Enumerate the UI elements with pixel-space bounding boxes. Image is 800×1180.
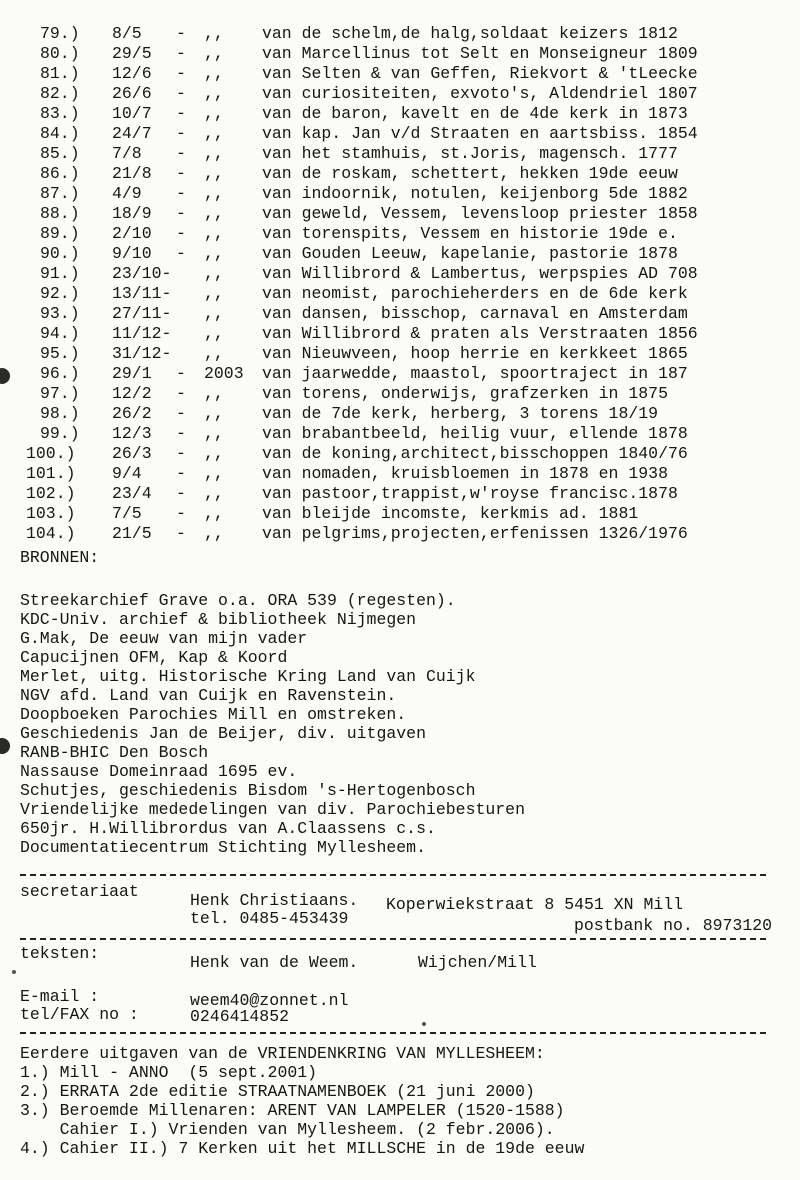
- entry-number: 97.): [40, 384, 80, 403]
- entry-ditto: ,,: [204, 124, 224, 143]
- entry-ditto: 2003: [204, 364, 244, 383]
- entry-text: van bleijde incomste, kerkmis ad. 1881: [262, 504, 639, 523]
- divider: [20, 1032, 766, 1034]
- entry-number: 91.): [40, 264, 80, 283]
- entry-date: 4/9: [112, 184, 142, 203]
- entry-date: 26/2: [112, 404, 152, 423]
- list-item: 3.) Beroemde Millenaren: ARENT VAN LAMPELER (1520-1588): [20, 1101, 565, 1120]
- entry-date: 29/5: [112, 44, 152, 63]
- entry-date: 12/3: [112, 424, 152, 443]
- entry-dash: -: [176, 384, 186, 403]
- source-item: Geschiedenis Jan de Beijer, div. uitgaven: [20, 724, 426, 743]
- entry-date: 13/11-: [112, 284, 172, 303]
- entry-ditto: ,,: [204, 404, 224, 423]
- entry-date: 31/12-: [112, 344, 172, 363]
- entry-number: 95.): [40, 344, 80, 363]
- entry-text: van torens, onderwijs, grafzerken in 1875: [262, 384, 668, 403]
- entry-number: 80.): [40, 44, 80, 63]
- source-item: Streekarchief Grave o.a. ORA 539 (regesten).: [20, 591, 456, 610]
- source-item: Documentatiecentrum Stichting Myllesheem.: [20, 838, 426, 857]
- entry-date: 12/2: [112, 384, 152, 403]
- entry-text: van de schelm,de halg,soldaat keizers 1812: [262, 24, 678, 43]
- list-item: Cahier I.) Vrienden van Myllesheem. (2 febr.2006).: [20, 1120, 555, 1139]
- entry-number: 86.): [40, 164, 80, 183]
- entry-text: van indoornik, notulen, keijenborg 5de 1882: [262, 184, 688, 203]
- entry-dash: -: [176, 104, 186, 123]
- secretariat-label: secretariaat: [20, 882, 139, 901]
- previous-heading: Eerdere uitgaven van de VRIENDENKRING VAN MYLLESHEEM:: [20, 1044, 545, 1063]
- source-item: 650jr. H.Willibrordus van A.Claassens c.s.: [20, 819, 436, 838]
- entry-date: 9/4: [112, 464, 142, 483]
- source-item: NGV afd. Land van Cuijk en Ravenstein.: [20, 686, 397, 705]
- entry-number: 99.): [40, 424, 80, 443]
- entry-dash: -: [176, 484, 186, 503]
- entry-date: 18/9: [112, 204, 152, 223]
- entry-text: van de 7de kerk, herberg, 3 torens 18/19: [262, 404, 659, 423]
- entry-ditto: ,,: [204, 324, 224, 343]
- entry-ditto: ,,: [204, 264, 224, 283]
- entry-ditto: ,,: [204, 344, 224, 363]
- entry-number: 83.): [40, 104, 80, 123]
- entry-date: 8/5: [112, 24, 142, 43]
- entry-ditto: ,,: [204, 244, 224, 263]
- email-value[interactable]: weem40@zonnet.nl: [190, 991, 349, 1010]
- entry-ditto: ,,: [204, 284, 224, 303]
- entry-number: 88.): [40, 204, 80, 223]
- divider: [20, 938, 766, 940]
- entry-ditto: ,,: [204, 24, 224, 43]
- source-item: Vriendelijke mededelingen van div. Parochiebesturen: [20, 800, 525, 819]
- entry-number: 98.): [40, 404, 80, 423]
- entry-ditto: ,,: [204, 304, 224, 323]
- entry-ditto: ,,: [204, 204, 224, 223]
- entry-ditto: ,,: [204, 484, 224, 503]
- entry-text: van neomist, parochieherders en de 6de kerk: [262, 284, 688, 303]
- fax-label: tel/FAX no :: [20, 1005, 139, 1024]
- entry-ditto: ,,: [204, 104, 224, 123]
- entry-text: van geweld, Vessem, levensloop priester 1858: [262, 204, 698, 223]
- source-item: RANB-BHIC Den Bosch: [20, 743, 209, 762]
- texts-label: teksten:: [20, 944, 100, 963]
- secretariat-phone: tel. 0485-453439: [190, 909, 349, 928]
- entry-dash: -: [176, 444, 186, 463]
- entry-dash: -: [176, 424, 186, 443]
- entry-date: 12/6: [112, 64, 152, 83]
- entry-number: 87.): [40, 184, 80, 203]
- entry-text: van nomaden, kruisbloemen in 1878 en 1938: [262, 464, 668, 483]
- entry-date: 23/4: [112, 484, 152, 503]
- secretariat-name: Henk Christiaans.: [190, 891, 359, 910]
- entry-ditto: ,,: [204, 164, 224, 183]
- entry-dash: -: [176, 364, 186, 383]
- entry-dash: -: [176, 244, 186, 263]
- entry-text: van curiositeiten, exvoto's, Aldendriel 1807: [262, 84, 698, 103]
- divider: [20, 874, 766, 876]
- entry-text: van de koning,architect,bisschoppen 1840/76: [262, 444, 688, 463]
- entry-date: 21/5: [112, 524, 152, 543]
- source-item: Nassause Domeinraad 1695 ev.: [20, 762, 298, 781]
- texts-place: Wijchen/Mill: [418, 953, 537, 972]
- speck-mark: [422, 1022, 426, 1026]
- entry-text: van de roskam, schettert, hekken 19de eeuw: [262, 164, 678, 183]
- entry-number: 84.): [40, 124, 80, 143]
- entry-ditto: ,,: [204, 64, 224, 83]
- entry-text: van brabantbeeld, heilig vuur, ellende 1878: [262, 424, 688, 443]
- entry-text: van Willibrord & Lambertus, werpspies AD 708: [262, 264, 698, 283]
- source-item: G.Mak, De eeuw van mijn vader: [20, 629, 308, 648]
- entry-date: 21/8: [112, 164, 152, 183]
- entry-date: 24/7: [112, 124, 152, 143]
- entry-ditto: ,,: [204, 384, 224, 403]
- entry-number: 85.): [40, 144, 80, 163]
- entry-dash: -: [176, 464, 186, 483]
- entry-text: van het stamhuis, st.Joris, magensch. 1777: [262, 144, 678, 163]
- entry-ditto: ,,: [204, 84, 224, 103]
- entry-ditto: ,,: [204, 444, 224, 463]
- entry-text: van pelgrims,projecten,erfenissen 1326/1976: [262, 524, 688, 543]
- entry-number: 100.): [26, 444, 76, 463]
- texts-author: Henk van de Weem.: [190, 953, 359, 972]
- entry-date: 26/6: [112, 84, 152, 103]
- entry-dash: -: [176, 204, 186, 223]
- source-item: Capucijnen OFM, Kap & Koord: [20, 648, 288, 667]
- entry-text: van Willibrord & praten als Verstraaten 1856: [262, 324, 698, 343]
- entry-date: 7/8: [112, 144, 142, 163]
- entry-date: 9/10: [112, 244, 152, 263]
- entry-date: 23/10-: [112, 264, 172, 283]
- sources-heading: BRONNEN:: [20, 548, 100, 567]
- entry-date: 10/7: [112, 104, 152, 123]
- entry-dash: -: [176, 144, 186, 163]
- entry-ditto: ,,: [204, 504, 224, 523]
- entry-date: 11/12-: [112, 324, 172, 343]
- entry-date: 7/5: [112, 504, 142, 523]
- entry-text: van pastoor,trappist,w'royse francisc.1878: [262, 484, 678, 503]
- entry-date: 2/10: [112, 224, 152, 243]
- entry-text: van kap. Jan v/d Straaten en aartsbiss. 1854: [262, 124, 698, 143]
- entry-ditto: ,,: [204, 424, 224, 443]
- entry-ditto: ,,: [204, 44, 224, 63]
- speck-mark: [12, 970, 16, 974]
- entry-dash: -: [176, 504, 186, 523]
- entry-date: 27/11-: [112, 304, 172, 323]
- punch-hole-lower: [0, 738, 10, 754]
- entry-dash: -: [176, 224, 186, 243]
- entry-dash: -: [176, 524, 186, 543]
- entry-number: 81.): [40, 64, 80, 83]
- entry-number: 103.): [26, 504, 76, 523]
- entry-ditto: ,,: [204, 144, 224, 163]
- entry-number: 90.): [40, 244, 80, 263]
- source-item: Merlet, uitg. Historische Kring Land van Cuijk: [20, 667, 476, 686]
- entry-number: 89.): [40, 224, 80, 243]
- entry-number: 92.): [40, 284, 80, 303]
- entry-dash: -: [176, 24, 186, 43]
- entry-number: 102.): [26, 484, 76, 503]
- entry-dash: -: [176, 64, 186, 83]
- entry-ditto: ,,: [204, 224, 224, 243]
- list-item: 4.) Cahier II.) 7 Kerken uit het MILLSCHE in de 19de eeuw: [20, 1139, 585, 1158]
- source-item: Doopboeken Parochies Mill en omstreken.: [20, 705, 407, 724]
- entry-date: 29/1: [112, 364, 152, 383]
- secretariat-bank: postbank no. 8973120: [574, 916, 773, 935]
- list-item: 2.) ERRATA 2de editie STRAATNAMENBOEK (21 juni 2000): [20, 1082, 535, 1101]
- secretariat-address: Koperwiekstraat 8 5451 XN Mill: [386, 895, 684, 914]
- entry-text: van Marcellinus tot Selt en Monseigneur 1809: [262, 44, 698, 63]
- entry-number: 96.): [40, 364, 80, 383]
- entry-number: 82.): [40, 84, 80, 103]
- entry-dash: -: [176, 184, 186, 203]
- entry-dash: -: [176, 44, 186, 63]
- entry-dash: -: [176, 404, 186, 423]
- entry-number: 93.): [40, 304, 80, 323]
- entry-text: van dansen, bisschop, carnaval en Amsterdam: [262, 304, 688, 323]
- entry-text: van de baron, kavelt en de 4de kerk in 1873: [262, 104, 688, 123]
- source-item: Schutjes, geschiedenis Bisdom 's-Hertogenbosch: [20, 781, 476, 800]
- entry-number: 79.): [40, 24, 80, 43]
- punch-hole-upper: [0, 368, 10, 384]
- email-label: E-mail :: [20, 987, 100, 1006]
- entry-number: 104.): [26, 524, 76, 543]
- entry-text: van Nieuwveen, hoop herrie en kerkkeet 1865: [262, 344, 688, 363]
- entry-date: 26/3: [112, 444, 152, 463]
- entry-dash: -: [176, 84, 186, 103]
- entry-text: van torenspits, Vessem en historie 19de e.: [262, 224, 678, 243]
- entry-dash: -: [176, 164, 186, 183]
- entry-ditto: ,,: [204, 464, 224, 483]
- entry-number: 101.): [26, 464, 76, 483]
- entry-ditto: ,,: [204, 524, 224, 543]
- fax-value: 0246414852: [190, 1007, 290, 1026]
- entry-dash: -: [176, 124, 186, 143]
- list-item: 1.) Mill - ANNO (5 sept.2001): [20, 1063, 318, 1082]
- entry-text: van jaarwedde, maastol, spoortraject in 187: [262, 364, 688, 383]
- entry-number: 94.): [40, 324, 80, 343]
- entry-text: van Gouden Leeuw, kapelanie, pastorie 1878: [262, 244, 678, 263]
- source-item: KDC-Univ. archief & bibliotheek Nijmegen: [20, 610, 417, 629]
- entry-ditto: ,,: [204, 184, 224, 203]
- entry-text: van Selten & van Geffen, Riekvort & 'tLeecke: [262, 64, 698, 83]
